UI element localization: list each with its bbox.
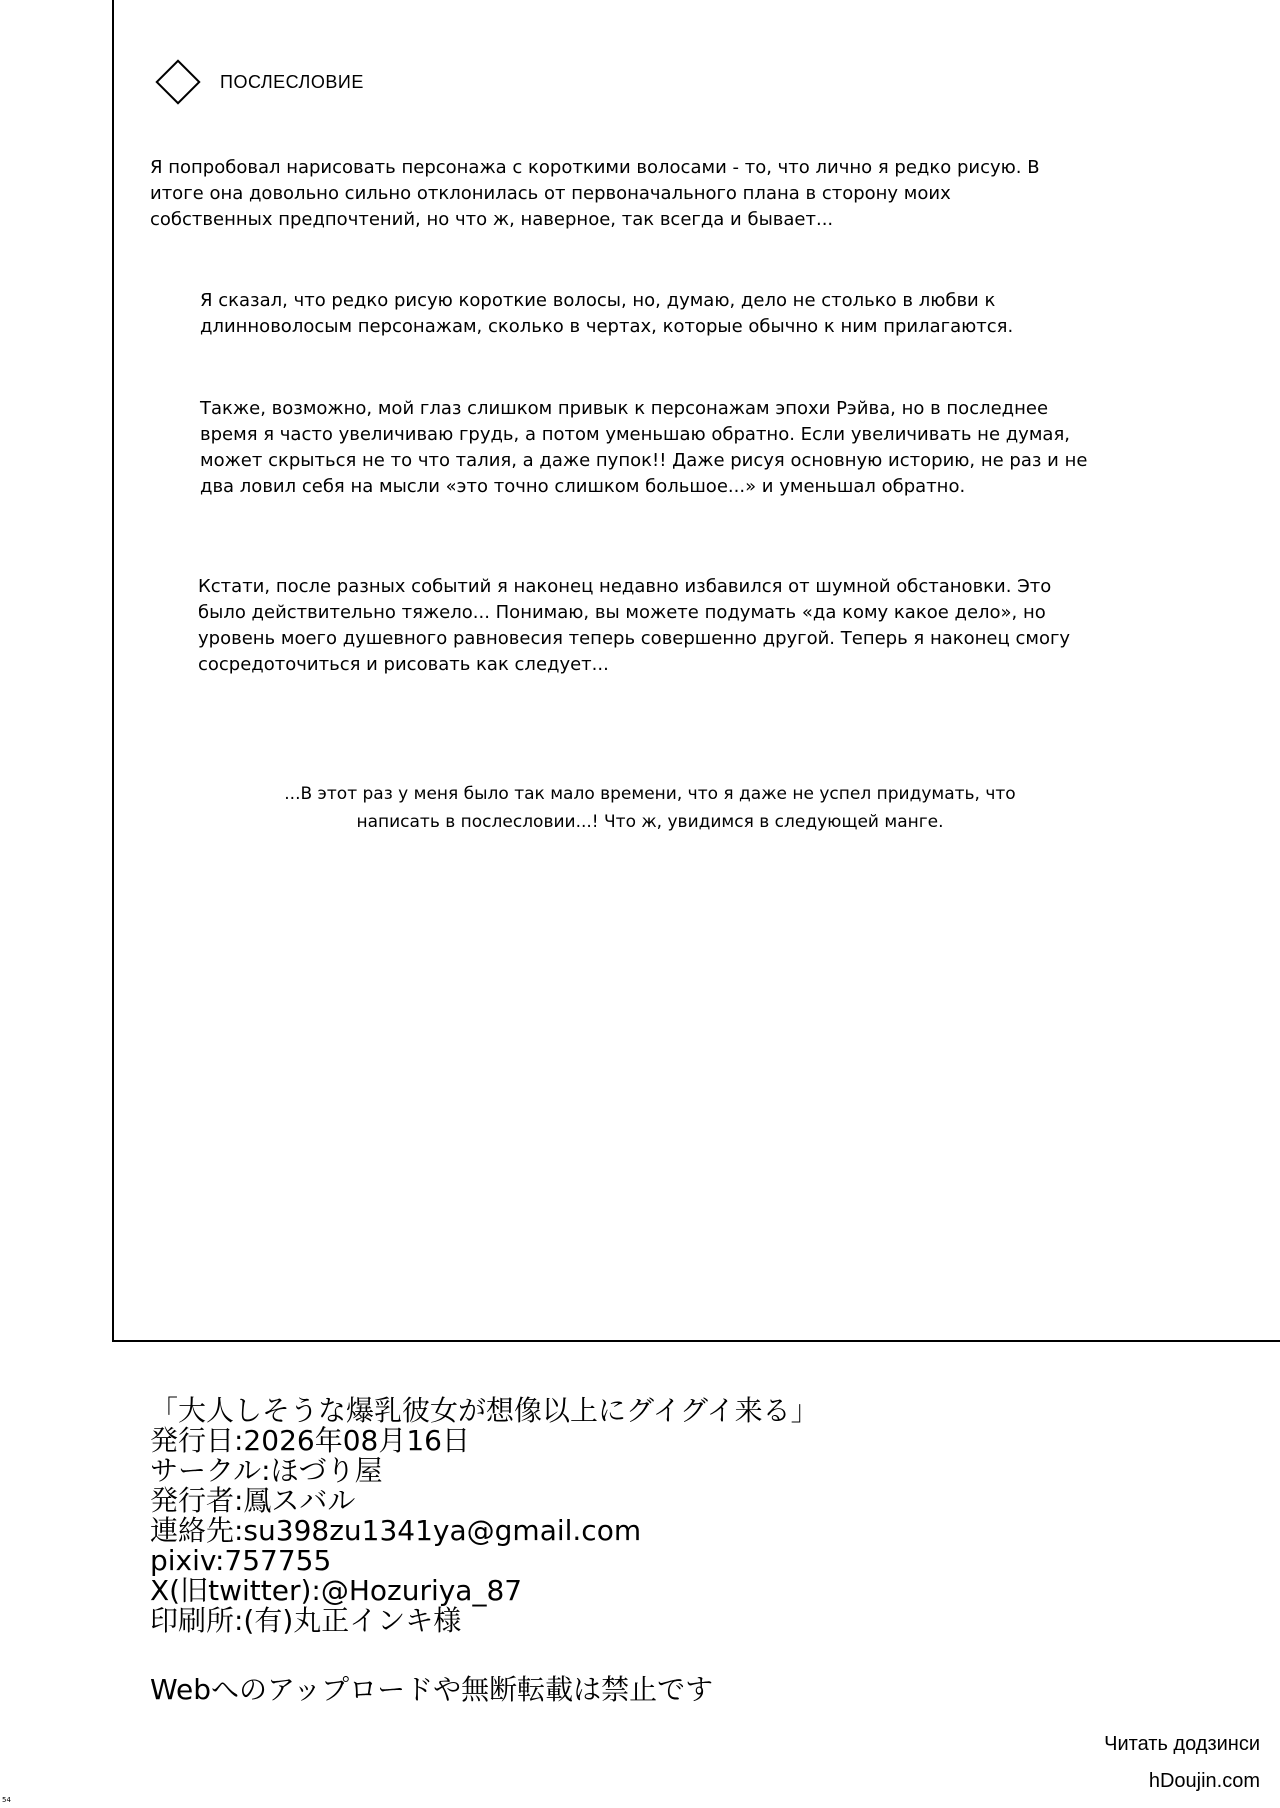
closing-note: [150, 780, 1150, 836]
colophon-date: 発行日:2026年08月16日: [150, 1424, 470, 1457]
afterword-paragraph-3: Также, возможно, мой глаз слишком привык к персонажам эпохи Рэйва, но в последнее время я часто увеличиваю грудь, а потом уменьшаю обратно. Если увеличивать не думая, может скрыться не то что талия, а даже пупок!! Даже рисуя основную историю, не раз и не два ловил себя на мысли «это точно слишком большое...» и уменьшал обратно.: [200, 398, 1088, 497]
watermark-line-1: Читать додзинси: [1104, 1733, 1260, 1755]
colophon-printer: 印刷所:(有)丸正インキ様: [150, 1604, 462, 1637]
afterword-paragraph-4: Кстати, после разных событий я наконец недавно избавился от шумной обстановки. Это было действительно тяжело... Понимаю, вы можете подумать «да кому какое дело», но уровень моего душевного равновесия теперь совершенно другой. Теперь я наконец смогу сосредоточиться и рисовать как следует...: [198, 576, 1071, 675]
afterword-paragraph-2: Я сказал, что редко рисую короткие волосы, но, думаю, дело не столько в любви к длинноволосым персонажам, сколько в чертах, которые обычно к ним прилагаются.: [200, 290, 1014, 337]
frame-vertical-line: [112, 0, 114, 1342]
closing-line-1: ...В этот раз у меня было так мало времени, что я даже не успел придумать, что: [284, 784, 1016, 804]
colophon-contact: 連絡先:su398zu1341ya@gmail.com: [150, 1514, 642, 1547]
page-number: 54: [2, 1796, 11, 1804]
diamond-icon: [155, 59, 200, 104]
colophon-twitter: X(旧twitter):@Hozuriya_87: [150, 1574, 523, 1607]
colophon-circle: サークル:ほづり屋: [150, 1454, 383, 1487]
colophon-publisher: 発行者:鳳スバル: [150, 1484, 356, 1517]
watermark-link[interactable]: hDoujin.com: [1148, 1770, 1260, 1792]
colophon-pixiv: pixiv:757755: [150, 1544, 332, 1577]
afterword-paragraph-1: Я попробовал нарисовать персонажа с короткими волосами - то, что лично я редко рисую. В итоге она довольно сильно отклонилась от первоначального плана в сторону моих собственных предпочтений, но что ж, наверное, так всегда и бывает...: [150, 157, 1040, 230]
frame-horizontal-line: [112, 1340, 1280, 1342]
afterword-heading: ПОСЛЕСЛОВИЕ: [220, 72, 364, 92]
closing-line-2: написать в послесловии...! Что ж, увидимся в следующей манге.: [356, 812, 944, 832]
upload-notice: Webへのアップロードや無断転載は禁止です: [150, 1673, 714, 1706]
colophon-title: 「大人しそうな爆乳彼女が想像以上にグイグイ来る」: [150, 1394, 819, 1427]
colophon: [150, 1396, 1150, 1636]
